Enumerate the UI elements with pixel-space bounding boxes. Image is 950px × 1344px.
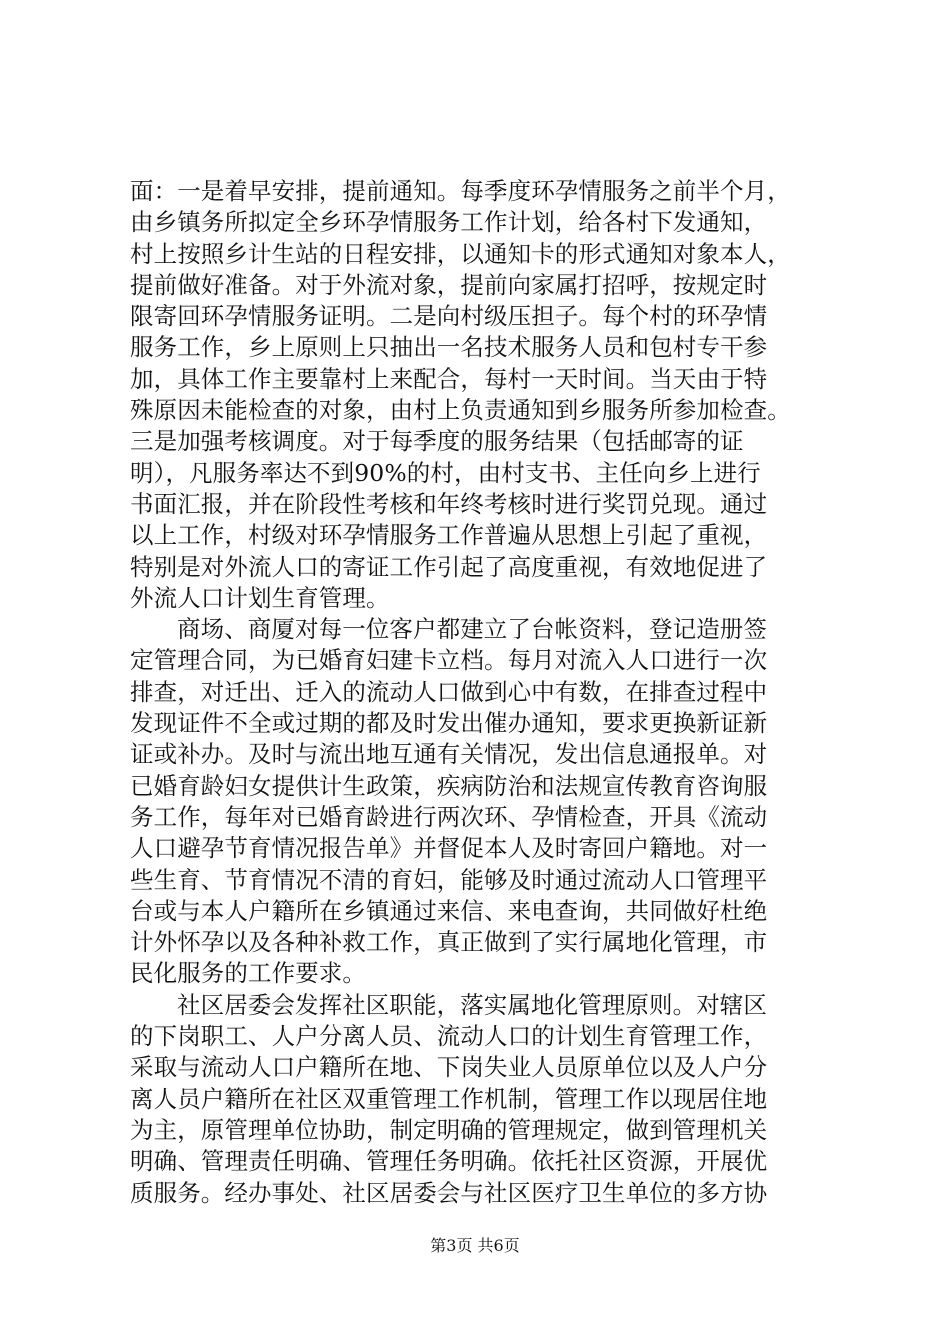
text-line: 采取与流动人口户籍所在地、下岗失业人员原单位以及人户分 [130, 1053, 768, 1082]
page-footer: 第3页 共6页 [430, 1236, 520, 1255]
text-line: 质服务。经办事处、社区居委会与社区医疗卫生单位的多方协 [130, 1178, 768, 1207]
text-line: 外流人口计划生育管理。 [130, 583, 390, 612]
text-line: 服务工作，乡上原则上只抽出一名技术服务人员和包村专干参 [130, 333, 768, 362]
text-line: 些生育、节育情况不清的育妇，能够及时通过流动人口管理平 [130, 865, 768, 894]
text-line: 人口避孕节育情况报告单》并督促本人及时寄回户籍地。对一 [130, 834, 768, 863]
text-line: 社区居委会发挥社区职能，落实属地化管理原则。对辖区 [177, 990, 767, 1019]
text-line: 台或与本人户籍所在乡镇通过来信、来电查询，共同做好杜绝 [130, 896, 768, 925]
text-line: 以上工作，村级对环孕情服务工作普遍从思想上引起了重视， [130, 521, 768, 550]
text-line: 的下岗职工、人户分离人员、流动人口的计划生育管理工作， [130, 1022, 768, 1051]
text-line: 村上按照乡计生站的日程安排，以通知卡的形式通知对象本人， [130, 239, 791, 268]
text-line: 明确、管理责任明确、管理任务明确。依托社区资源，开展优 [130, 1147, 768, 1176]
text-line: 为主，原管理单位协助，制定明确的管理规定，做到管理机关 [130, 1115, 768, 1144]
text-line: 已婚育龄妇女提供计生政策，疾病防治和法规宣传教育咨询服 [130, 771, 768, 800]
text-line: 排查，对迁出、迁入的流动人口做到心中有数，在排查过程中 [130, 677, 768, 706]
text-line: 加，具体工作主要靠村上来配合，每村一天时间。当天由于特 [130, 364, 768, 393]
text-line: 殊原因未能检查的对象，由村上负责通知到乡服务所参加检查。 [130, 396, 791, 425]
text-line: 限寄回环孕情服务证明。二是向村级压担子。每个村的环孕情 [130, 302, 768, 331]
text-line: 三是加强考核调度。对于每季度的服务结果（包括邮寄的证 [130, 427, 744, 456]
text-line: 提前做好准备。对于外流对象，提前向家属打招呼，按规定时 [130, 270, 768, 299]
text-line: 离人员户籍所在社区双重管理工作机制，管理工作以现居住地 [130, 1084, 768, 1113]
text-line: 特别是对外流人口的寄证工作引起了高度重视，有效地促进了 [130, 552, 768, 581]
text-line: 面：一是着早安排，提前通知。每季度环孕情服务之前半个月， [130, 177, 791, 205]
text-line: 明），凡服务率达不到90%的村，由村支书、主任向乡上进行 [130, 458, 761, 487]
text-line: 民化服务的工作要求。 [130, 959, 366, 988]
text-line: 定管理合同，为已婚育妇建卡立档。每月对流入人口进行一次 [130, 646, 768, 675]
text-line: 发现证件不全或过期的都及时发出催办通知，要求更换新证新 [130, 709, 768, 738]
text-line: 商场、商厦对每一位客户都建立了台帐资料，登记造册签 [177, 615, 767, 644]
text-line: 由乡镇务所拟定全乡环孕情服务工作计划，给各村下发通知， [130, 208, 768, 237]
text-line: 证或补办。及时与流出地互通有关情况，发出信息通报单。对 [130, 740, 768, 769]
document-body [130, 176, 830, 1209]
text-line: 计外怀孕以及各种补救工作，真正做到了实行属地化管理，市 [130, 928, 768, 957]
text-line: 书面汇报，并在阶段性考核和年终考核时进行奖罚兑现。通过 [130, 489, 768, 518]
text-line: 务工作，每年对已婚育龄进行两次环、孕情检查，开具《流动 [130, 802, 768, 831]
